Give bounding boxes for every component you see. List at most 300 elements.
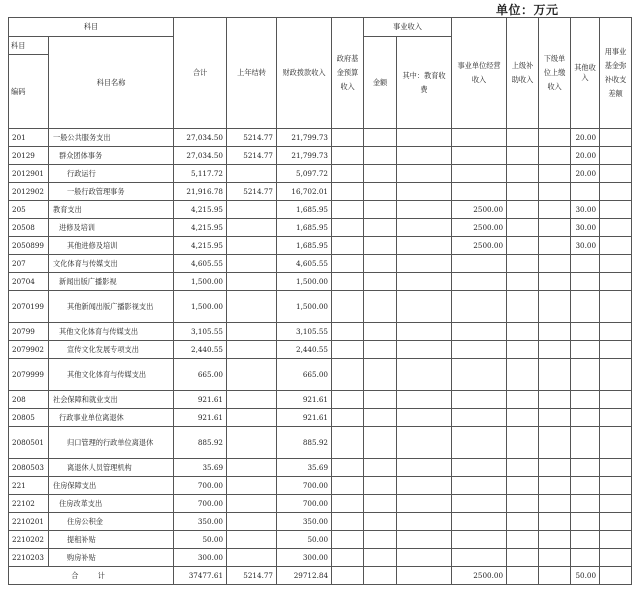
header-code: 科目	[9, 37, 49, 55]
row-fiscal: 50.00	[277, 531, 332, 549]
row-fiscal: 1,500.00	[277, 291, 332, 323]
row-name: 住房保障支出	[49, 477, 174, 495]
row-carryover	[227, 513, 277, 531]
row-subsidy-down	[539, 359, 571, 391]
row-gov-fund	[332, 147, 364, 165]
row-gov-fund	[332, 201, 364, 219]
row-total: 3,105.55	[174, 323, 227, 341]
table-row	[9, 495, 632, 513]
row-fiscal: 350.00	[277, 513, 332, 531]
row-of-which	[397, 495, 452, 513]
row-code: 2210201	[9, 513, 49, 531]
row-name: 住房公积金	[49, 513, 174, 531]
row-subsidy-up	[507, 391, 539, 409]
row-subsidy-up	[507, 341, 539, 359]
row-total: 50.00	[174, 531, 227, 549]
row-of-which	[397, 129, 452, 147]
row-subsidy-down	[539, 495, 571, 513]
row-code: 2070199	[9, 291, 49, 323]
row-amount	[364, 459, 397, 477]
row-name: 进修及培训	[49, 219, 174, 237]
row-subsidy-up	[507, 201, 539, 219]
totals-total: 37477.61	[174, 567, 227, 585]
row-of-which	[397, 201, 452, 219]
row-name: 其他新闻出版广播影视支出	[49, 291, 174, 323]
row-unit-ops	[452, 459, 507, 477]
row-unit-ops	[452, 147, 507, 165]
row-subsidy-up	[507, 147, 539, 165]
row-unit-ops	[452, 183, 507, 201]
row-unit-ops	[452, 359, 507, 391]
row-subsidy-down	[539, 237, 571, 255]
row-subsidy-down	[539, 273, 571, 291]
row-carryover	[227, 201, 277, 219]
row-total: 21,916.78	[174, 183, 227, 201]
row-subsidy-up	[507, 323, 539, 341]
header-carryover: 上年结转	[227, 18, 277, 129]
totals-carryover: 5214.77	[227, 567, 277, 585]
row-of-which	[397, 341, 452, 359]
row-fund-use	[600, 531, 632, 549]
table-row	[9, 129, 632, 147]
row-fiscal: 700.00	[277, 477, 332, 495]
row-of-which	[397, 359, 452, 391]
row-unit-ops	[452, 477, 507, 495]
row-of-which	[397, 183, 452, 201]
row-carryover	[227, 219, 277, 237]
row-subsidy-up	[507, 273, 539, 291]
row-other	[571, 391, 600, 409]
row-unit-ops	[452, 255, 507, 273]
row-other: 30.00	[571, 237, 600, 255]
row-unit-ops	[452, 549, 507, 567]
row-amount	[364, 255, 397, 273]
row-carryover	[227, 459, 277, 477]
header-of-which: 其中：教育收费	[397, 37, 452, 129]
row-gov-fund	[332, 549, 364, 567]
header-name: 科目名称	[49, 37, 174, 129]
row-subsidy-up	[507, 237, 539, 255]
row-subsidy-down	[539, 183, 571, 201]
row-amount	[364, 513, 397, 531]
row-gov-fund	[332, 341, 364, 359]
row-of-which	[397, 323, 452, 341]
row-other	[571, 549, 600, 567]
row-name: 新闻出版广播影视	[49, 273, 174, 291]
row-subsidy-down	[539, 459, 571, 477]
row-code: 2210203	[9, 549, 49, 567]
row-unit-ops	[452, 341, 507, 359]
row-subsidy-down	[539, 219, 571, 237]
row-subsidy-up	[507, 531, 539, 549]
row-fiscal: 1,685.95	[277, 219, 332, 237]
row-gov-fund	[332, 165, 364, 183]
table-row	[9, 549, 632, 567]
totals-of-which	[397, 567, 452, 585]
row-gov-fund	[332, 323, 364, 341]
row-carryover: 5214.77	[227, 183, 277, 201]
row-fund-use	[600, 129, 632, 147]
row-total: 700.00	[174, 495, 227, 513]
header-fiscal: 财政拨款收入	[277, 18, 332, 129]
row-subsidy-down	[539, 323, 571, 341]
row-of-which	[397, 427, 452, 459]
row-amount	[364, 531, 397, 549]
row-code: 221	[9, 477, 49, 495]
row-subsidy-up	[507, 549, 539, 567]
row-code: 20704	[9, 273, 49, 291]
row-fiscal: 21,799.73	[277, 147, 332, 165]
row-fiscal: 5,097.72	[277, 165, 332, 183]
row-of-which	[397, 391, 452, 409]
row-other	[571, 341, 600, 359]
row-unit-ops	[452, 323, 507, 341]
row-gov-fund	[332, 291, 364, 323]
row-of-which	[397, 477, 452, 495]
row-gov-fund	[332, 219, 364, 237]
row-fund-use	[600, 513, 632, 531]
row-carryover: 5214.77	[227, 129, 277, 147]
row-carryover	[227, 165, 277, 183]
row-code: 2079902	[9, 341, 49, 359]
table-row	[9, 341, 632, 359]
row-fund-use	[600, 255, 632, 273]
row-of-which	[397, 291, 452, 323]
row-subsidy-down	[539, 531, 571, 549]
row-name: 其他进修及培训	[49, 237, 174, 255]
row-total: 300.00	[174, 549, 227, 567]
row-carryover	[227, 341, 277, 359]
row-name: 文化体育与传媒支出	[49, 255, 174, 273]
row-code: 2210202	[9, 531, 49, 549]
row-gov-fund	[332, 459, 364, 477]
row-amount	[364, 409, 397, 427]
row-of-which	[397, 237, 452, 255]
row-carryover: 5214.77	[227, 147, 277, 165]
row-total: 350.00	[174, 513, 227, 531]
row-fiscal: 921.61	[277, 409, 332, 427]
row-total: 1,500.00	[174, 291, 227, 323]
row-total: 921.61	[174, 409, 227, 427]
row-fiscal: 3,105.55	[277, 323, 332, 341]
row-amount	[364, 391, 397, 409]
table-row	[9, 391, 632, 409]
row-other	[571, 359, 600, 391]
row-total: 4,215.95	[174, 237, 227, 255]
row-subsidy-down	[539, 129, 571, 147]
row-amount	[364, 359, 397, 391]
row-unit-ops	[452, 427, 507, 459]
row-of-which	[397, 459, 452, 477]
row-other	[571, 513, 600, 531]
row-subsidy-up	[507, 359, 539, 391]
row-other: 30.00	[571, 201, 600, 219]
row-fiscal: 1,500.00	[277, 273, 332, 291]
table-row	[9, 219, 632, 237]
row-fiscal: 1,685.95	[277, 201, 332, 219]
row-gov-fund	[332, 531, 364, 549]
row-code: 22102	[9, 495, 49, 513]
row-code: 20805	[9, 409, 49, 427]
row-total: 5,117.72	[174, 165, 227, 183]
row-fund-use	[600, 477, 632, 495]
table-row	[9, 165, 632, 183]
row-gov-fund	[332, 237, 364, 255]
row-gov-fund	[332, 273, 364, 291]
row-total: 4,605.55	[174, 255, 227, 273]
row-code: 201	[9, 129, 49, 147]
row-fund-use	[600, 409, 632, 427]
row-gov-fund	[332, 477, 364, 495]
row-name: 归口管理的行政单位离退休	[49, 427, 174, 459]
row-amount	[364, 165, 397, 183]
row-fiscal: 921.61	[277, 391, 332, 409]
totals-label: 合 计	[9, 567, 174, 585]
header-business: 事业收入	[364, 18, 452, 37]
header-gov-fund: 政府基金预算收入	[332, 18, 364, 129]
table-row	[9, 477, 632, 495]
table-row	[9, 291, 632, 323]
row-code: 2080501	[9, 427, 49, 459]
row-fiscal: 16,702.01	[277, 183, 332, 201]
row-of-which	[397, 219, 452, 237]
row-name: 其他文化体育与传媒支出	[49, 359, 174, 391]
totals-other: 50.00	[571, 567, 600, 585]
row-fiscal: 300.00	[277, 549, 332, 567]
row-name: 行政运行	[49, 165, 174, 183]
row-other: 30.00	[571, 219, 600, 237]
row-of-which	[397, 513, 452, 531]
row-carryover	[227, 237, 277, 255]
row-fund-use	[600, 427, 632, 459]
row-fiscal: 1,685.95	[277, 237, 332, 255]
row-subsidy-up	[507, 477, 539, 495]
row-carryover	[227, 273, 277, 291]
table-row	[9, 459, 632, 477]
table-row	[9, 409, 632, 427]
row-amount	[364, 323, 397, 341]
row-gov-fund	[332, 427, 364, 459]
row-name: 其他文化体育与传媒支出	[49, 323, 174, 341]
row-fund-use	[600, 459, 632, 477]
row-fund-use	[600, 495, 632, 513]
header-subsidy-down: 下级单位上缴收入	[539, 18, 571, 129]
row-of-which	[397, 531, 452, 549]
row-name: 住房改革支出	[49, 495, 174, 513]
row-code: 20508	[9, 219, 49, 237]
table-row	[9, 273, 632, 291]
table-row	[9, 359, 632, 391]
row-fiscal: 21,799.73	[277, 129, 332, 147]
totals-gov-fund	[332, 567, 364, 585]
row-other: 20.00	[571, 165, 600, 183]
row-total: 4,215.95	[174, 201, 227, 219]
row-fund-use	[600, 183, 632, 201]
budget-table	[8, 17, 632, 585]
row-of-which	[397, 165, 452, 183]
row-fund-use	[600, 165, 632, 183]
row-name: 群众团体事务	[49, 147, 174, 165]
row-subsidy-down	[539, 391, 571, 409]
row-fund-use	[600, 219, 632, 237]
row-fund-use	[600, 273, 632, 291]
row-carryover	[227, 359, 277, 391]
row-other	[571, 255, 600, 273]
row-of-which	[397, 273, 452, 291]
row-gov-fund	[332, 255, 364, 273]
row-other	[571, 477, 600, 495]
row-subsidy-down	[539, 477, 571, 495]
row-unit-ops	[452, 129, 507, 147]
row-amount	[364, 291, 397, 323]
row-amount	[364, 273, 397, 291]
row-carryover	[227, 291, 277, 323]
row-carryover	[227, 391, 277, 409]
row-of-which	[397, 147, 452, 165]
row-unit-ops: 2500.00	[452, 237, 507, 255]
row-subsidy-up	[507, 255, 539, 273]
row-unit-ops	[452, 165, 507, 183]
row-fund-use	[600, 359, 632, 391]
row-other	[571, 427, 600, 459]
table-row	[9, 183, 632, 201]
row-gov-fund	[332, 495, 364, 513]
row-name: 购房补贴	[49, 549, 174, 567]
row-fiscal: 700.00	[277, 495, 332, 513]
row-name: 提租补贴	[49, 531, 174, 549]
row-fund-use	[600, 237, 632, 255]
row-unit-ops	[452, 291, 507, 323]
header-amount: 金额	[364, 37, 397, 129]
row-subsidy-down	[539, 165, 571, 183]
row-amount	[364, 183, 397, 201]
row-amount	[364, 219, 397, 237]
row-carryover	[227, 495, 277, 513]
row-carryover	[227, 427, 277, 459]
table-row	[9, 201, 632, 219]
row-unit-ops	[452, 391, 507, 409]
row-name: 离退休人员管理机构	[49, 459, 174, 477]
row-amount	[364, 147, 397, 165]
row-total: 2,440.55	[174, 341, 227, 359]
row-subsidy-down	[539, 147, 571, 165]
header-subsidy-up: 上级补助收入	[507, 18, 539, 129]
row-fund-use	[600, 341, 632, 359]
row-carryover	[227, 255, 277, 273]
row-unit-ops	[452, 495, 507, 513]
row-fund-use	[600, 147, 632, 165]
row-total: 4,215.95	[174, 219, 227, 237]
row-amount	[364, 341, 397, 359]
totals-amount	[364, 567, 397, 585]
row-total: 921.61	[174, 391, 227, 409]
row-subsidy-up	[507, 183, 539, 201]
totals-subsidy-up	[507, 567, 539, 585]
header-other: 其他收入	[571, 18, 600, 129]
row-subsidy-up	[507, 495, 539, 513]
row-gov-fund	[332, 359, 364, 391]
row-code: 205	[9, 201, 49, 219]
row-carryover	[227, 409, 277, 427]
row-fund-use	[600, 391, 632, 409]
row-subsidy-up	[507, 219, 539, 237]
row-other	[571, 459, 600, 477]
table-row	[9, 237, 632, 255]
row-code: 2012902	[9, 183, 49, 201]
header-code2: 编码	[9, 55, 49, 129]
totals-subsidy-down	[539, 567, 571, 585]
table-row	[9, 427, 632, 459]
row-amount	[364, 477, 397, 495]
row-unit-ops	[452, 513, 507, 531]
row-amount	[364, 129, 397, 147]
row-subsidy-down	[539, 201, 571, 219]
row-total: 665.00	[174, 359, 227, 391]
row-total: 1,500.00	[174, 273, 227, 291]
row-unit-ops: 2500.00	[452, 201, 507, 219]
row-subsidy-up	[507, 409, 539, 427]
row-gov-fund	[332, 391, 364, 409]
row-subsidy-down	[539, 513, 571, 531]
row-fiscal: 665.00	[277, 359, 332, 391]
row-carryover	[227, 323, 277, 341]
unit-label: 单位：万元	[496, 3, 559, 17]
row-code: 2050899	[9, 237, 49, 255]
row-unit-ops	[452, 531, 507, 549]
row-total: 35.69	[174, 459, 227, 477]
row-fund-use	[600, 549, 632, 567]
row-unit-ops	[452, 409, 507, 427]
row-gov-fund	[332, 513, 364, 531]
row-carryover	[227, 531, 277, 549]
row-code: 20129	[9, 147, 49, 165]
table-row	[9, 531, 632, 549]
row-subsidy-up	[507, 427, 539, 459]
row-other	[571, 291, 600, 323]
row-subsidy-up	[507, 129, 539, 147]
row-carryover	[227, 549, 277, 567]
row-amount	[364, 549, 397, 567]
totals-fund-use	[600, 567, 632, 585]
totals-unit-ops: 2500.00	[452, 567, 507, 585]
row-subsidy-down	[539, 341, 571, 359]
table-row	[9, 323, 632, 341]
row-name: 行政事业单位离退休	[49, 409, 174, 427]
row-of-which	[397, 549, 452, 567]
row-name: 社会保障和就业支出	[49, 391, 174, 409]
header-subject: 科目	[9, 18, 174, 37]
row-gov-fund	[332, 409, 364, 427]
row-other	[571, 409, 600, 427]
row-subsidy-up	[507, 459, 539, 477]
row-other	[571, 323, 600, 341]
row-of-which	[397, 409, 452, 427]
row-name: 教育支出	[49, 201, 174, 219]
row-fund-use	[600, 323, 632, 341]
row-other	[571, 495, 600, 513]
totals-fiscal: 29712.84	[277, 567, 332, 585]
row-code: 208	[9, 391, 49, 409]
row-subsidy-down	[539, 255, 571, 273]
row-code: 2079999	[9, 359, 49, 391]
totals-row	[9, 567, 632, 585]
row-total: 885.92	[174, 427, 227, 459]
row-unit-ops	[452, 273, 507, 291]
row-name: 宣传文化发展专项支出	[49, 341, 174, 359]
row-code: 2012901	[9, 165, 49, 183]
row-other	[571, 183, 600, 201]
header-unit-ops: 事业单位经营收入	[452, 18, 507, 129]
